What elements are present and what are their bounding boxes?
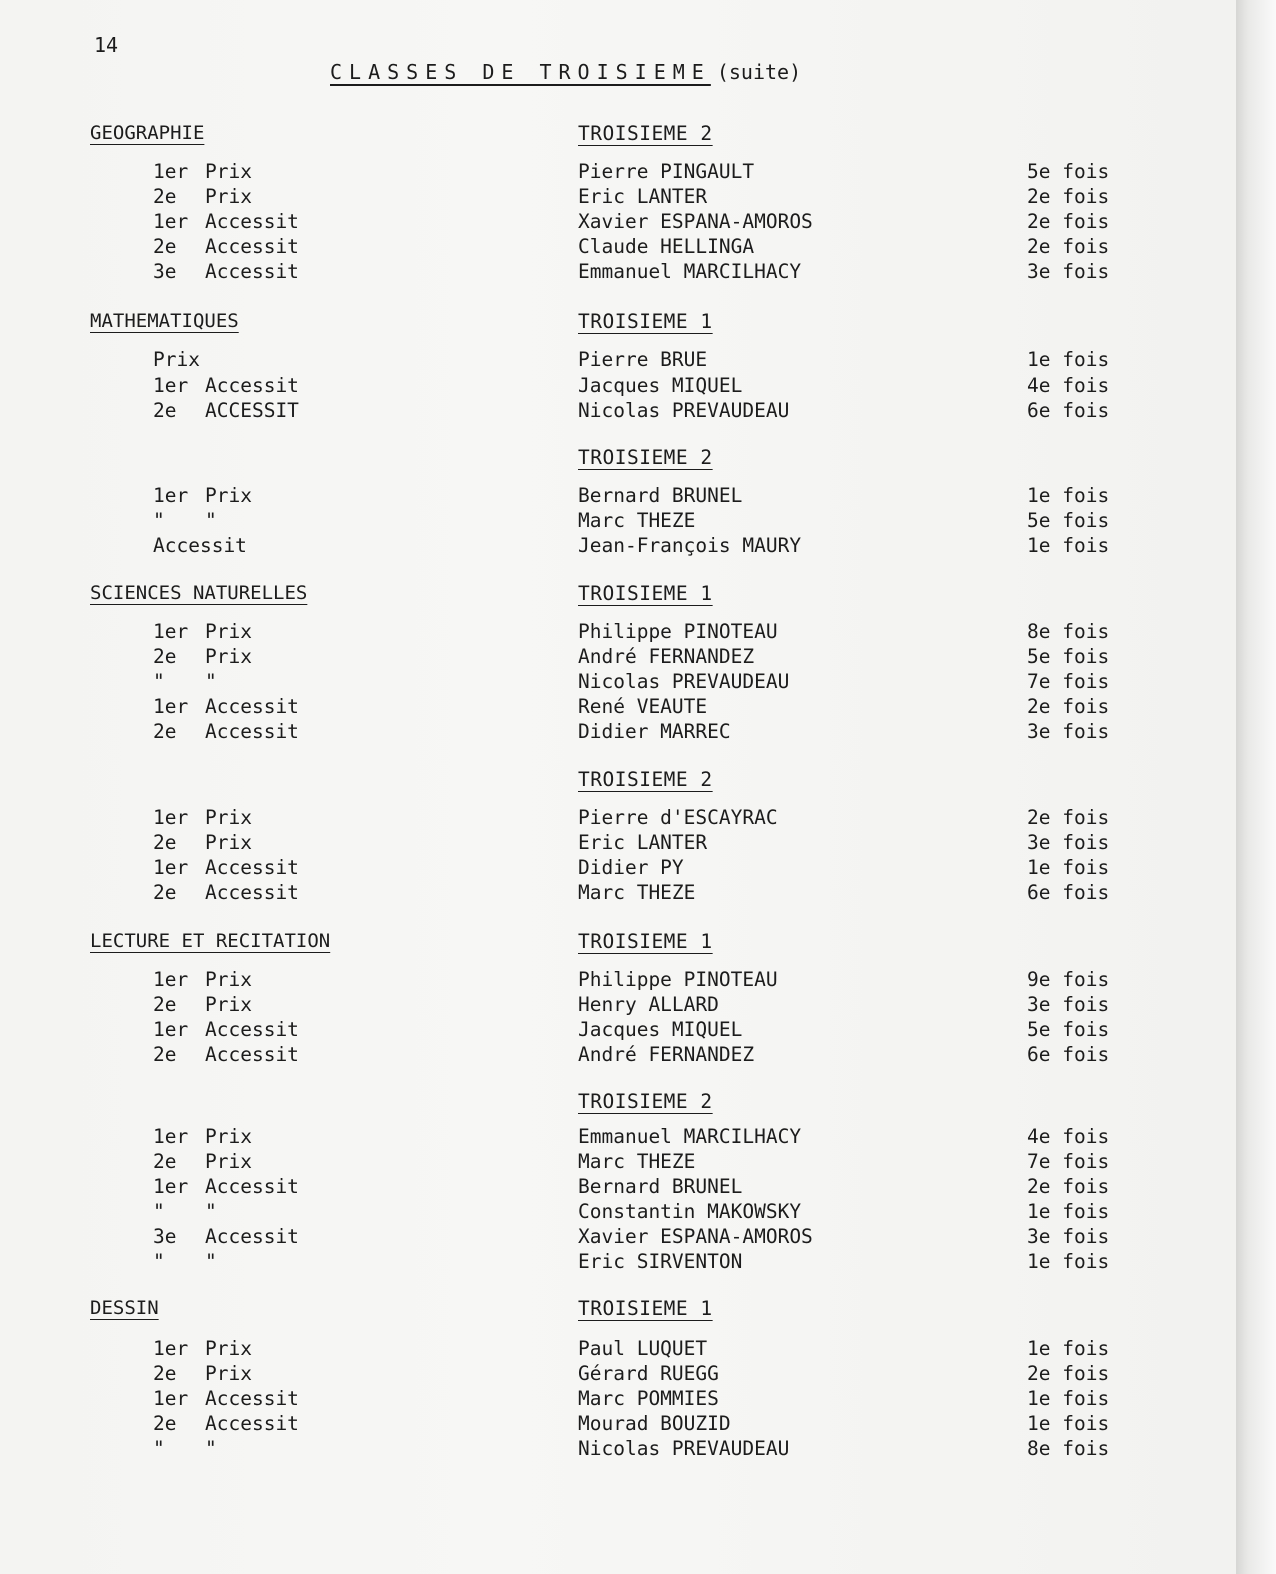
prize-name: Xavier ESPANA-AMOROS — [578, 1225, 813, 1248]
prize-award: Accessit — [205, 1225, 299, 1248]
prize-times: 5e fois — [1027, 160, 1110, 183]
prize-row — [0, 484, 1236, 509]
prize-name: Philippe PINOTEAU — [578, 620, 778, 643]
prize-name: Bernard BRUNEL — [578, 1175, 743, 1198]
subject-heading: LECTURE ET RECITATION — [90, 930, 331, 952]
prize-times: 7e fois — [1027, 670, 1110, 693]
prize-times: 2e fois — [1027, 185, 1110, 208]
prize-row — [0, 620, 1236, 645]
prize-rank: 2e — [153, 185, 177, 208]
prize-times: 1e fois — [1027, 1387, 1110, 1410]
prize-row — [0, 1362, 1236, 1387]
prize-times: 5e fois — [1027, 645, 1110, 668]
prize-award: Prix — [205, 185, 252, 208]
prize-times: 9e fois — [1027, 968, 1110, 991]
page-title-suffix: (suite) — [716, 60, 802, 84]
prize-times: 7e fois — [1027, 1150, 1110, 1173]
prize-name: Eric LANTER — [578, 831, 708, 854]
prize-rank: 2e — [153, 399, 177, 422]
class-heading: TROISIEME 1 — [578, 1297, 713, 1320]
prize-row — [0, 348, 1236, 373]
prize-row — [0, 856, 1236, 881]
prize-award: Prix — [205, 1337, 252, 1360]
prize-rank: 2e — [153, 993, 177, 1016]
prize-award: Accessit — [205, 235, 299, 258]
prize-row — [0, 1437, 1236, 1462]
subject-heading: SCIENCES NATURELLES — [90, 582, 308, 604]
prize-award: Accessit — [205, 1043, 299, 1066]
class-heading: TROISIEME 2 — [578, 122, 713, 145]
prize-row — [0, 720, 1236, 745]
prize-award: Prix — [205, 993, 252, 1016]
subject-heading: DESSIN — [90, 1297, 159, 1319]
prize-rank: 1er — [153, 806, 189, 829]
prize-row — [0, 1043, 1236, 1068]
prize-name: Pierre PINGAULT — [578, 160, 755, 183]
prize-row — [0, 1150, 1236, 1175]
class-heading: TROISIEME 1 — [578, 310, 713, 333]
prize-award: " — [205, 1250, 217, 1273]
prize-times: 5e fois — [1027, 509, 1110, 532]
prize-row — [0, 881, 1236, 906]
prize-rank: 3e — [153, 260, 177, 283]
prize-times: 3e fois — [1027, 1225, 1110, 1248]
prize-times: 1e fois — [1027, 1200, 1110, 1223]
prize-name: René VEAUTE — [578, 695, 708, 718]
prize-rank: 1er — [153, 620, 189, 643]
prize-award: Accessit — [205, 1412, 299, 1435]
class-heading: TROISIEME 2 — [578, 768, 713, 791]
class-heading: TROISIEME 2 — [578, 1090, 713, 1113]
prize-award: Prix — [205, 1125, 252, 1148]
prize-row — [0, 509, 1236, 534]
prize-rank: 1er — [153, 1175, 189, 1198]
prize-row — [0, 1125, 1236, 1150]
prize-rank: 2e — [153, 1150, 177, 1173]
prize-row — [0, 831, 1236, 856]
prize-times: 1e fois — [1027, 1250, 1110, 1273]
prize-name: Jean-François MAURY — [578, 534, 802, 557]
page-number: 14 — [94, 33, 119, 57]
prize-rank: 1er — [153, 856, 189, 879]
class-heading: TROISIEME 2 — [578, 446, 713, 469]
prize-name: Mourad BOUZID — [578, 1412, 731, 1435]
prize-times: 1e fois — [1027, 1337, 1110, 1360]
prize-times: 1e fois — [1027, 484, 1110, 507]
prize-rank: Prix — [153, 348, 200, 371]
prize-times: 6e fois — [1027, 881, 1110, 904]
prize-times: 1e fois — [1027, 856, 1110, 879]
prize-rank: 1er — [153, 1018, 189, 1041]
page-edge — [1236, 0, 1276, 1574]
prize-times: 5e fois — [1027, 1018, 1110, 1041]
subject-heading: MATHEMATIQUES — [90, 310, 239, 332]
prize-name: Claude HELLINGA — [578, 235, 755, 258]
prize-row — [0, 1412, 1236, 1437]
prize-name: Didier MARREC — [578, 720, 731, 743]
subject-heading: GEOGRAPHIE — [90, 122, 205, 144]
prize-name: Constantin MAKOWSKY — [578, 1200, 802, 1223]
prize-rank: 1er — [153, 1337, 189, 1360]
prize-award: Accessit — [205, 881, 299, 904]
prize-name: Emmanuel MARCILHACY — [578, 1125, 802, 1148]
prize-award: Prix — [205, 620, 252, 643]
prize-name: Xavier ESPANA-AMOROS — [578, 210, 813, 233]
prize-award: Accessit — [205, 1387, 299, 1410]
prize-name: André FERNANDEZ — [578, 1043, 755, 1066]
prize-times: 2e fois — [1027, 235, 1110, 258]
prize-name: Pierre d'ESCAYRAC — [578, 806, 778, 829]
prize-rank: 2e — [153, 235, 177, 258]
prize-rank: Accessit — [153, 534, 247, 557]
prize-rank: " — [153, 1250, 165, 1273]
prize-name: Bernard BRUNEL — [578, 484, 743, 507]
prize-name: Didier PY — [578, 856, 684, 879]
prize-name: Philippe PINOTEAU — [578, 968, 778, 991]
prize-rank: 1er — [153, 160, 189, 183]
prize-row — [0, 645, 1236, 670]
prize-row — [0, 1225, 1236, 1250]
prize-row — [0, 260, 1236, 285]
prize-rank: 1er — [153, 1125, 189, 1148]
prize-name: Henry ALLARD — [578, 993, 719, 1016]
prize-times: 6e fois — [1027, 399, 1110, 422]
prize-award: Accessit — [205, 260, 299, 283]
prize-row — [0, 1387, 1236, 1412]
prize-rank: 2e — [153, 1362, 177, 1385]
prize-times: 1e fois — [1027, 348, 1110, 371]
prize-award: Prix — [205, 1150, 252, 1173]
prize-name: Gérard RUEGG — [578, 1362, 719, 1385]
prize-row — [0, 210, 1236, 235]
prize-name: Marc POMMIES — [578, 1387, 719, 1410]
prize-times: 4e fois — [1027, 374, 1110, 397]
prize-name: Jacques MIQUEL — [578, 374, 743, 397]
prize-name: Marc THEZE — [578, 881, 696, 904]
prize-name: Jacques MIQUEL — [578, 1018, 743, 1041]
prize-times: 3e fois — [1027, 993, 1110, 1016]
prize-rank: 2e — [153, 1043, 177, 1066]
prize-rank: " — [153, 509, 165, 532]
prize-row — [0, 1200, 1236, 1225]
prize-award: Accessit — [205, 720, 299, 743]
prize-name: André FERNANDEZ — [578, 645, 755, 668]
prize-rank: " — [153, 1200, 165, 1223]
prize-rank: 1er — [153, 374, 189, 397]
prize-award: Accessit — [205, 1175, 299, 1198]
prize-award: Accessit — [205, 856, 299, 879]
prize-times: 8e fois — [1027, 1437, 1110, 1460]
prize-rank: 2e — [153, 1412, 177, 1435]
prize-times: 3e fois — [1027, 260, 1110, 283]
prize-times: 8e fois — [1027, 620, 1110, 643]
prize-name: Eric SIRVENTON — [578, 1250, 743, 1273]
prize-times: 2e fois — [1027, 806, 1110, 829]
prize-award: " — [205, 670, 217, 693]
prize-award: Prix — [205, 831, 252, 854]
prize-award: " — [205, 1437, 217, 1460]
prize-name: Nicolas PREVAUDEAU — [578, 399, 790, 422]
prize-times: 2e fois — [1027, 1175, 1110, 1198]
prize-award: " — [205, 509, 217, 532]
prize-row — [0, 806, 1236, 831]
prize-name: Nicolas PREVAUDEAU — [578, 1437, 790, 1460]
prize-rank: 1er — [153, 210, 189, 233]
prize-times: 2e fois — [1027, 210, 1110, 233]
prize-row — [0, 399, 1236, 424]
class-heading: TROISIEME 1 — [578, 930, 713, 953]
prize-row — [0, 534, 1236, 559]
prize-award: Accessit — [205, 695, 299, 718]
prize-row — [0, 1175, 1236, 1200]
class-heading: TROISIEME 1 — [578, 582, 713, 605]
prize-award: Prix — [205, 968, 252, 991]
prize-times: 3e fois — [1027, 720, 1110, 743]
prize-row — [0, 160, 1236, 185]
page-title — [330, 60, 801, 84]
prize-times: 3e fois — [1027, 831, 1110, 854]
prize-times: 6e fois — [1027, 1043, 1110, 1066]
prize-rank: 2e — [153, 831, 177, 854]
prize-award: Prix — [205, 645, 252, 668]
prize-award: Accessit — [205, 210, 299, 233]
prize-name: Eric LANTER — [578, 185, 708, 208]
prize-row — [0, 1018, 1236, 1043]
prize-times: 2e fois — [1027, 1362, 1110, 1385]
prize-row — [0, 185, 1236, 210]
prize-rank: " — [153, 1437, 165, 1460]
prize-award: Prix — [205, 484, 252, 507]
prize-times: 1e fois — [1027, 534, 1110, 557]
prize-row — [0, 695, 1236, 720]
prize-name: Marc THEZE — [578, 1150, 696, 1173]
prize-name: Marc THEZE — [578, 509, 696, 532]
prize-rank: " — [153, 670, 165, 693]
page-title-main: CLASSES DE TROISIEME — [330, 60, 711, 84]
prize-award: Prix — [205, 1362, 252, 1385]
prize-rank: 1er — [153, 484, 189, 507]
prize-name: Emmanuel MARCILHACY — [578, 260, 802, 283]
prize-row — [0, 374, 1236, 399]
prize-rank: 2e — [153, 720, 177, 743]
prize-award: Accessit — [205, 374, 299, 397]
prize-name: Nicolas PREVAUDEAU — [578, 670, 790, 693]
prize-row — [0, 1337, 1236, 1362]
prize-award: ACCESSIT — [205, 399, 299, 422]
prize-rank: 1er — [153, 1387, 189, 1410]
prize-award: Prix — [205, 806, 252, 829]
prize-award: " — [205, 1200, 217, 1223]
prize-row — [0, 993, 1236, 1018]
prize-rank: 3e — [153, 1225, 177, 1248]
prize-times: 2e fois — [1027, 695, 1110, 718]
prize-award: Accessit — [205, 1018, 299, 1041]
prize-rank: 2e — [153, 645, 177, 668]
prize-rank: 1er — [153, 968, 189, 991]
prize-name: Paul LUQUET — [578, 1337, 708, 1360]
prize-rank: 1er — [153, 695, 189, 718]
prize-award: Prix — [205, 160, 252, 183]
prize-row — [0, 1250, 1236, 1275]
prize-row — [0, 235, 1236, 260]
prize-name: Pierre BRUE — [578, 348, 708, 371]
prize-times: 1e fois — [1027, 1412, 1110, 1435]
prize-rank: 2e — [153, 881, 177, 904]
prize-row — [0, 670, 1236, 695]
prize-row — [0, 968, 1236, 993]
prize-times: 4e fois — [1027, 1125, 1110, 1148]
